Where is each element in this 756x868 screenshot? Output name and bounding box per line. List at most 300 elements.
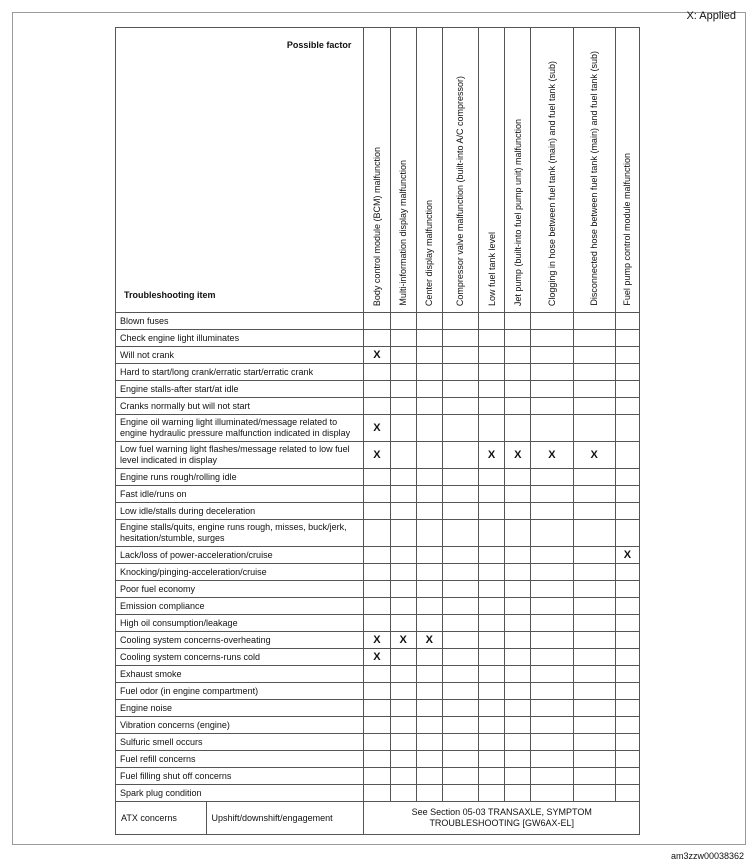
- troubleshooting-item: Blown fuses: [116, 313, 364, 330]
- applied-mark: [442, 598, 478, 615]
- applied-mark: [479, 313, 505, 330]
- atx-label: ATX concerns: [116, 802, 207, 835]
- table-row: [116, 683, 640, 700]
- applied-mark: [364, 520, 390, 547]
- factor-label: Jet pump (built-into fuel pump unit) malfunction: [512, 118, 523, 306]
- applied-mark: [615, 734, 639, 751]
- table-row: [116, 381, 640, 398]
- factor-header: [416, 28, 442, 313]
- troubleshooting-item: Fuel filling shut off concerns: [116, 768, 364, 785]
- applied-mark: [531, 347, 573, 364]
- applied-mark: X: [416, 632, 442, 649]
- table-row: [116, 364, 640, 381]
- factor-header: [479, 28, 505, 313]
- applied-mark: [479, 381, 505, 398]
- atx-reference: See Section 05-03 TRANSAXLE, SYMPTOM TROUBLESHOOTING [GW6AX-EL]: [364, 802, 640, 835]
- applied-mark: [531, 632, 573, 649]
- applied-mark: [390, 649, 416, 666]
- applied-mark: [416, 364, 442, 381]
- applied-mark: [531, 666, 573, 683]
- applied-mark: [505, 717, 531, 734]
- applied-mark: [531, 751, 573, 768]
- applied-mark: [479, 547, 505, 564]
- applied-mark: [479, 347, 505, 364]
- factor-label: Body control module (BCM) malfunction: [371, 146, 382, 306]
- applied-mark: [442, 751, 478, 768]
- applied-mark: [416, 469, 442, 486]
- applied-mark: [364, 364, 390, 381]
- applied-mark: [479, 734, 505, 751]
- table-row: [116, 751, 640, 768]
- applied-mark: [390, 364, 416, 381]
- applied-mark: [364, 666, 390, 683]
- applied-mark: [479, 751, 505, 768]
- applied-mark: [505, 564, 531, 581]
- applied-mark: [479, 717, 505, 734]
- applied-mark: [479, 666, 505, 683]
- applied-mark: [442, 347, 478, 364]
- applied-mark: [390, 520, 416, 547]
- applied-mark: [573, 469, 615, 486]
- applied-mark: [573, 520, 615, 547]
- applied-mark: [442, 486, 478, 503]
- applied-mark: [442, 415, 478, 442]
- applied-mark: [416, 398, 442, 415]
- troubleshooting-item: Engine stalls-after start/at idle: [116, 381, 364, 398]
- applied-mark: [615, 564, 639, 581]
- applied-mark: [442, 683, 478, 700]
- applied-mark: [390, 547, 416, 564]
- applied-mark: [442, 503, 478, 520]
- applied-mark: [390, 503, 416, 520]
- applied-mark: [615, 415, 639, 442]
- troubleshooting-item: Poor fuel economy: [116, 581, 364, 598]
- applied-mark: [390, 700, 416, 717]
- applied-mark: [416, 520, 442, 547]
- troubleshooting-item: Engine runs rough/rolling idle: [116, 469, 364, 486]
- applied-mark: [531, 734, 573, 751]
- table-row: [116, 734, 640, 751]
- possible-factor-label: Possible factor: [286, 40, 352, 50]
- applied-mark: [573, 364, 615, 381]
- applied-mark: [531, 469, 573, 486]
- applied-mark: [416, 785, 442, 802]
- applied-mark: [531, 313, 573, 330]
- atx-row: [116, 802, 640, 835]
- table-row: [116, 415, 640, 442]
- image-reference: am3zzw00038362: [670, 851, 744, 861]
- applied-mark: [505, 415, 531, 442]
- applied-mark: [416, 415, 442, 442]
- applied-mark: [573, 598, 615, 615]
- applied-mark: [390, 347, 416, 364]
- applied-mark: [416, 581, 442, 598]
- applied-mark: [442, 649, 478, 666]
- applied-mark: [615, 717, 639, 734]
- applied-mark: [479, 564, 505, 581]
- applied-mark: [364, 700, 390, 717]
- troubleshooting-item: Cooling system concerns-runs cold: [116, 649, 364, 666]
- applied-mark: [479, 785, 505, 802]
- applied-mark: X: [505, 442, 531, 469]
- applied-mark: [390, 734, 416, 751]
- factor-label: Multi-information display malfunction: [398, 160, 409, 306]
- applied-mark: [505, 598, 531, 615]
- troubleshooting-item: Exhaust smoke: [116, 666, 364, 683]
- applied-mark: [531, 598, 573, 615]
- factor-header: [442, 28, 478, 313]
- applied-mark: [442, 547, 478, 564]
- applied-mark: X: [531, 442, 573, 469]
- factor-label: Fuel pump control module malfunction: [622, 153, 633, 306]
- applied-mark: [364, 683, 390, 700]
- applied-mark: [390, 398, 416, 415]
- applied-mark: [531, 381, 573, 398]
- applied-mark: [615, 615, 639, 632]
- table-row: [116, 615, 640, 632]
- applied-mark: [479, 520, 505, 547]
- applied-mark: [479, 581, 505, 598]
- table-row: [116, 632, 640, 649]
- applied-mark: [615, 330, 639, 347]
- applied-mark: [505, 520, 531, 547]
- applied-mark: [416, 768, 442, 785]
- table-row: [116, 700, 640, 717]
- applied-mark: [364, 615, 390, 632]
- table-row: [116, 717, 640, 734]
- applied-mark: [364, 313, 390, 330]
- applied-mark: [531, 364, 573, 381]
- troubleshooting-item: Cranks normally but will not start: [116, 398, 364, 415]
- applied-mark: [573, 751, 615, 768]
- table-row: [116, 547, 640, 564]
- applied-mark: [531, 547, 573, 564]
- applied-mark: [505, 398, 531, 415]
- applied-mark: [531, 768, 573, 785]
- applied-mark: [442, 442, 478, 469]
- troubleshooting-item: Vibration concerns (engine): [116, 717, 364, 734]
- applied-mark: [573, 632, 615, 649]
- applied-mark: [573, 330, 615, 347]
- applied-mark: [479, 598, 505, 615]
- applied-mark: [505, 734, 531, 751]
- applied-mark: [573, 503, 615, 520]
- troubleshooting-item: Will not crank: [116, 347, 364, 364]
- table-row: [116, 330, 640, 347]
- troubleshooting-item: Fuel refill concerns: [116, 751, 364, 768]
- troubleshooting-item: Fuel odor (in engine compartment): [116, 683, 364, 700]
- table-row: [116, 768, 640, 785]
- applied-mark: [416, 734, 442, 751]
- applied-mark: [505, 381, 531, 398]
- applied-mark: [442, 313, 478, 330]
- applied-mark: [442, 564, 478, 581]
- troubleshooting-item: High oil consumption/leakage: [116, 615, 364, 632]
- applied-mark: [364, 486, 390, 503]
- applied-mark: [615, 666, 639, 683]
- applied-mark: [505, 666, 531, 683]
- applied-mark: [615, 381, 639, 398]
- applied-mark: [479, 700, 505, 717]
- applied-mark: [416, 313, 442, 330]
- applied-mark: [531, 683, 573, 700]
- applied-mark: X: [364, 649, 390, 666]
- factor-label: Disconnected hose between fuel tank (main) and fuel tank (sub): [589, 51, 600, 306]
- table-row: [116, 564, 640, 581]
- applied-mark: [505, 347, 531, 364]
- applied-mark: [364, 398, 390, 415]
- applied-mark: [479, 768, 505, 785]
- table-row: [116, 313, 640, 330]
- applied-mark: [573, 347, 615, 364]
- applied-mark: [573, 700, 615, 717]
- applied-mark: [416, 347, 442, 364]
- applied-mark: [416, 615, 442, 632]
- applied-mark: [390, 683, 416, 700]
- applied-mark: [479, 649, 505, 666]
- troubleshooting-item: Cooling system concerns-overheating: [116, 632, 364, 649]
- applied-mark: [573, 649, 615, 666]
- applied-mark: [615, 581, 639, 598]
- applied-mark: [505, 503, 531, 520]
- factor-header: [573, 28, 615, 313]
- applied-mark: [573, 666, 615, 683]
- troubleshooting-table: [115, 27, 640, 835]
- applied-mark: [442, 520, 478, 547]
- applied-mark: [390, 469, 416, 486]
- troubleshooting-item: Lack/loss of power-acceleration/cruise: [116, 547, 364, 564]
- troubleshooting-item: Engine noise: [116, 700, 364, 717]
- applied-mark: [364, 717, 390, 734]
- applied-mark: [479, 330, 505, 347]
- applied-mark: [442, 469, 478, 486]
- applied-mark: [615, 768, 639, 785]
- applied-mark: [479, 615, 505, 632]
- applied-mark: [573, 768, 615, 785]
- applied-mark: [531, 700, 573, 717]
- applied-mark: [442, 381, 478, 398]
- applied-mark: [479, 469, 505, 486]
- applied-mark: [573, 313, 615, 330]
- applied-mark: [390, 564, 416, 581]
- applied-mark: [615, 313, 639, 330]
- applied-mark: [390, 442, 416, 469]
- applied-mark: [615, 700, 639, 717]
- applied-mark: [390, 381, 416, 398]
- applied-mark: [505, 649, 531, 666]
- table-row: [116, 520, 640, 547]
- troubleshooting-item: Engine oil warning light illuminated/message related to engine hydraulic pressure malfunction indicated in display: [116, 415, 364, 442]
- applied-mark: [364, 564, 390, 581]
- applied-mark: [479, 683, 505, 700]
- applied-mark: [416, 751, 442, 768]
- applied-mark: [531, 785, 573, 802]
- factor-label: Center display malfunction: [424, 199, 435, 306]
- applied-mark: [479, 398, 505, 415]
- applied-mark: [416, 547, 442, 564]
- applied-mark: [531, 564, 573, 581]
- applied-mark: [390, 717, 416, 734]
- applied-mark: [416, 503, 442, 520]
- table-row: [116, 598, 640, 615]
- applied-mark: [416, 717, 442, 734]
- troubleshooting-item: Hard to start/long crank/erratic start/erratic crank: [116, 364, 364, 381]
- applied-mark: [390, 330, 416, 347]
- atx-sub-item: Upshift/downshift/engagement: [206, 802, 364, 835]
- applied-mark: [573, 717, 615, 734]
- table-row: [116, 785, 640, 802]
- applied-mark: [615, 398, 639, 415]
- applied-mark: [364, 503, 390, 520]
- troubleshooting-item: Emission compliance: [116, 598, 364, 615]
- applied-mark: [390, 415, 416, 442]
- applied-mark: [442, 330, 478, 347]
- applied-mark: [442, 785, 478, 802]
- applied-mark: [531, 717, 573, 734]
- applied-mark: [531, 330, 573, 347]
- applied-mark: [364, 469, 390, 486]
- applied-mark: [479, 415, 505, 442]
- applied-mark: X: [390, 632, 416, 649]
- applied-mark: [615, 520, 639, 547]
- applied-mark: [531, 415, 573, 442]
- applied-mark: [573, 564, 615, 581]
- applied-mark: [573, 398, 615, 415]
- applied-mark: [390, 313, 416, 330]
- troubleshooting-item: Check engine light illuminates: [116, 330, 364, 347]
- applied-mark: [573, 581, 615, 598]
- applied-mark: X: [479, 442, 505, 469]
- applied-mark: [505, 486, 531, 503]
- applied-mark: [531, 520, 573, 547]
- applied-mark: [615, 683, 639, 700]
- applied-mark: [416, 598, 442, 615]
- applied-mark: [416, 683, 442, 700]
- troubleshooting-item-label: Troubleshooting item: [124, 290, 216, 300]
- applied-mark: [505, 751, 531, 768]
- applied-mark: [364, 598, 390, 615]
- applied-mark: [442, 768, 478, 785]
- applied-mark: [505, 313, 531, 330]
- applied-mark: [442, 734, 478, 751]
- header-cell: [116, 28, 364, 313]
- applied-mark: [390, 666, 416, 683]
- factor-header: [390, 28, 416, 313]
- applied-mark: [442, 717, 478, 734]
- troubleshooting-item: Low idle/stalls during deceleration: [116, 503, 364, 520]
- troubleshooting-item: Low fuel warning light flashes/message related to low fuel level indicated in display: [116, 442, 364, 469]
- table-row: [116, 398, 640, 415]
- applied-mark: [479, 503, 505, 520]
- applied-mark: [505, 700, 531, 717]
- applied-mark: [364, 330, 390, 347]
- applied-mark: [615, 598, 639, 615]
- applied-mark: [615, 632, 639, 649]
- applied-mark: [531, 649, 573, 666]
- applied-mark: [364, 547, 390, 564]
- applied-mark: X: [615, 547, 639, 564]
- troubleshooting-item: Engine stalls/quits, engine runs rough, misses, buck/jerk, hesitation/stumble, surges: [116, 520, 364, 547]
- applied-mark: [615, 649, 639, 666]
- applied-mark: [615, 785, 639, 802]
- applied-mark: [442, 615, 478, 632]
- applied-mark: [442, 398, 478, 415]
- applied-mark: [615, 442, 639, 469]
- factor-label: Clogging in hose between fuel tank (main) and fuel tank (sub): [546, 60, 557, 306]
- table-row: [116, 581, 640, 598]
- applied-mark: [390, 751, 416, 768]
- table-row: [116, 469, 640, 486]
- applied-mark: X: [573, 442, 615, 469]
- factor-label: Low fuel tank level: [486, 231, 497, 306]
- legend: X: Applied: [686, 10, 736, 22]
- applied-mark: X: [364, 415, 390, 442]
- applied-mark: [390, 785, 416, 802]
- troubleshooting-item: Spark plug condition: [116, 785, 364, 802]
- applied-mark: [573, 734, 615, 751]
- applied-mark: [416, 666, 442, 683]
- troubleshooting-item: Sulfuric smell occurs: [116, 734, 364, 751]
- applied-mark: [364, 751, 390, 768]
- applied-mark: [479, 364, 505, 381]
- applied-mark: [416, 330, 442, 347]
- table-row: [116, 486, 640, 503]
- applied-mark: [505, 330, 531, 347]
- applied-mark: [615, 503, 639, 520]
- table-row: [116, 503, 640, 520]
- applied-mark: [505, 768, 531, 785]
- applied-mark: [442, 666, 478, 683]
- applied-mark: [364, 785, 390, 802]
- applied-mark: [416, 442, 442, 469]
- applied-mark: [505, 469, 531, 486]
- applied-mark: [573, 547, 615, 564]
- factor-header: [615, 28, 639, 313]
- applied-mark: [442, 700, 478, 717]
- troubleshooting-item: Fast idle/runs on: [116, 486, 364, 503]
- applied-mark: [505, 615, 531, 632]
- applied-mark: [364, 381, 390, 398]
- applied-mark: [573, 415, 615, 442]
- applied-mark: [531, 581, 573, 598]
- table-row: [116, 442, 640, 469]
- applied-mark: [615, 364, 639, 381]
- applied-mark: [615, 486, 639, 503]
- applied-mark: [505, 581, 531, 598]
- applied-mark: [390, 581, 416, 598]
- applied-mark: [364, 734, 390, 751]
- applied-mark: [505, 632, 531, 649]
- applied-mark: X: [364, 442, 390, 469]
- applied-mark: [416, 649, 442, 666]
- table-row: [116, 649, 640, 666]
- applied-mark: [479, 486, 505, 503]
- applied-mark: [416, 700, 442, 717]
- applied-mark: [479, 632, 505, 649]
- applied-mark: X: [364, 632, 390, 649]
- applied-mark: [531, 615, 573, 632]
- applied-mark: [390, 598, 416, 615]
- applied-mark: [416, 486, 442, 503]
- applied-mark: [531, 503, 573, 520]
- applied-mark: [416, 564, 442, 581]
- applied-mark: [573, 381, 615, 398]
- applied-mark: [364, 581, 390, 598]
- troubleshooting-item: Knocking/pinging-acceleration/cruise: [116, 564, 364, 581]
- applied-mark: [442, 632, 478, 649]
- applied-mark: [531, 486, 573, 503]
- applied-mark: [505, 547, 531, 564]
